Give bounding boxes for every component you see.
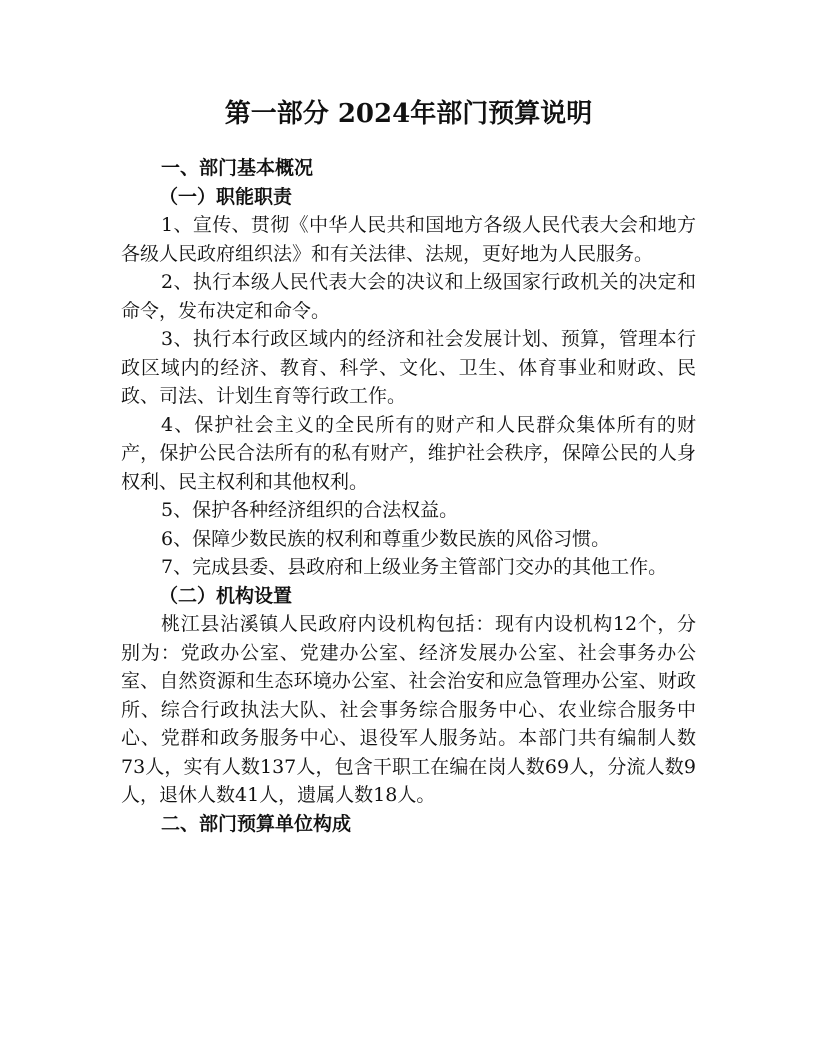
section-heading-basic-overview: 一、部门基本概况 bbox=[161, 157, 314, 179]
duty-paragraph-4: 4、保护社会主义的全民所有的财产和人民群众集体所有的财产，保护公民合法所有的私有财产，维护社会秩序，保障公民的人身权利、民主权利和其他权利。 bbox=[121, 413, 696, 493]
duty-paragraph-7: 7、完成县委、县政府和上级业务主管部门交办的其他工作。 bbox=[161, 556, 668, 578]
duty-paragraph-6: 6、保障少数民族的权利和尊重少数民族的风俗习惯。 bbox=[161, 527, 611, 550]
duty-paragraph-5: 5、保护各种经济组织的合法权益。 bbox=[161, 499, 459, 521]
subsection-heading-organization: （二）机构设置 bbox=[159, 584, 293, 607]
duty-paragraph-3: 3、执行本行政区域内的经济和社会发展计划、预算，管理本行政区域内的经济、教育、科学、文化、卫生、体育事业和财政、民政、司法、计划生育等行政工作。 bbox=[121, 328, 696, 407]
document-title: 第一部分 2024年部门预算说明 bbox=[224, 99, 593, 129]
duty-paragraph-1: 1、宣传、贯彻《中华人民共和国地方各级人民代表大会和地方各级人民政府组织法》和有关法律、法规，更好地为人民服务。 bbox=[121, 214, 696, 265]
section-heading-budget-units: 二、部门预算单位构成 bbox=[161, 812, 352, 835]
subsection-heading-duties: （一）职能职责 bbox=[159, 185, 293, 208]
organization-paragraph: 桃江县沾溪镇人民政府内设机构包括：现有内设机构12个，分别为：党政办公室、党建办公室、经济发展办公室、社会事务办公室、自然资源和生态环境办公室、社会治安和应急管理办公室、财政所、综合行政执法大队、社会事务综合服务中心、农业综合服务中心、党群和政务服务中心、退役军人服务站。本部门共有编制人数73人，实有人数137人，包含干职工在编在岗人数69人，分流人数9人，退休人数41人，遗属人数18人。 bbox=[121, 613, 696, 806]
duty-paragraph-2: 2、执行本级人民代表大会的决议和上级国家行政机关的决定和命令，发布决定和命令。 bbox=[121, 271, 696, 322]
